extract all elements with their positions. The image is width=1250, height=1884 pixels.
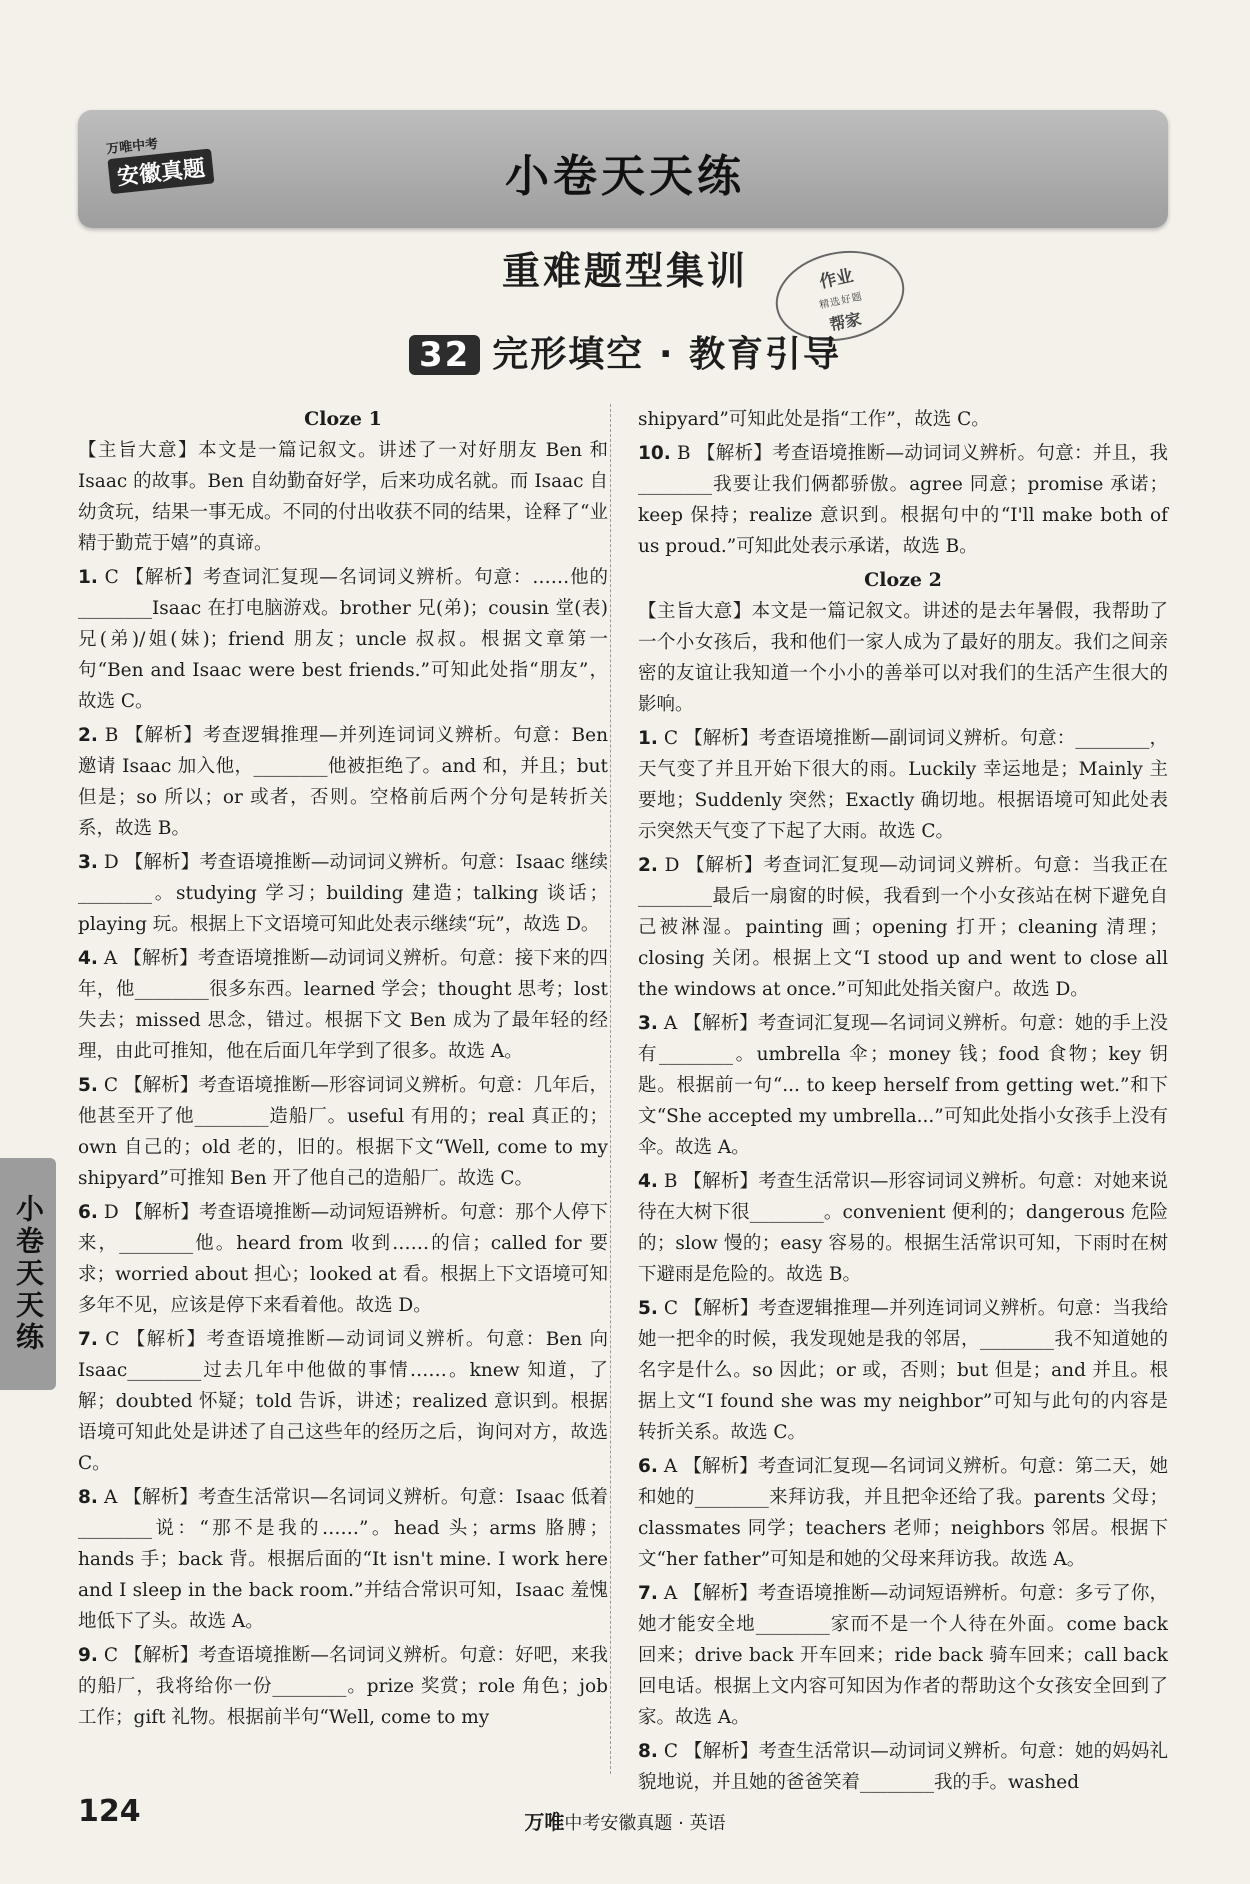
stamp-mid-text: 精选好题 — [818, 291, 864, 312]
item-text: C 【解析】考查语境推断—形容词词义辨析。句意：几年后，他甚至开了他________造船厂。useful 有用的；real 真正的；own 自己的；old 老的，旧的。根据下文“Well, come to my shipyard”可推知 Ben 开了他自己的造船厂。故选 C。 — [78, 1075, 608, 1189]
item-text: C 【解析】考查生活常识—动词词义辨析。句意：她的妈妈礼貌地说，并且她的爸爸笑着________我的手。washed — [638, 1741, 1168, 1793]
page-number: 124 — [78, 1794, 141, 1829]
item-number: 4. — [78, 948, 98, 969]
banner-title: 小卷天天练 — [505, 151, 745, 202]
answer-item — [638, 723, 1168, 847]
section-heading — [0, 326, 1250, 377]
item-number: 3. — [638, 1013, 658, 1034]
item-number: 6. — [78, 1202, 98, 1223]
cloze-1-summary: 【主旨大意】本文是一篇记叙文。讲述了一对好朋友 Ben 和 Isaac 的故事。Ben 自幼勤奋好学，后来功成名就。而 Isaac 自幼贪玩，结果一事无成。不同的付出收获不同的结果，诠释了“业精于勤荒于嬉”的真谛。 — [78, 440, 608, 554]
item-text: D 【解析】考查语境推断—动词词义辨析。句意：Isaac 继续________。studying 学习；building 建造；talking 谈话；playing 玩。根据上下文语境可知此处表示继续“玩”，故选 D。 — [78, 852, 608, 935]
item-text: C 【解析】考查语境推断—名词词义辨析。句意：好吧，来我的船厂，我将给你一份________。prize 奖赏；role 角色；job 工作；gift 礼物。根据前半句“Well, come to my — [78, 1645, 608, 1728]
item-text: A 【解析】考查词汇复现—名词词义辨析。句意：她的手上没有________。umbrella 伞；money 钱；food 食物；key 钥匙。根据前一句“... to keep herself from getting wet.”和下文“She accepted my umbrella...”可知此处指小女孩手上没有伞。故选 A。 — [638, 1013, 1168, 1158]
footer-brand: 万唯 — [524, 1810, 565, 1834]
item-text: C 【解析】考查语境推断—副词词义辨析。句意：________，天气变了并且开始下很大的雨。Luckily 幸运地是；Mainly 主要地；Suddenly 突然；Exactly 确切地。根据语境可知此处表示突然天气变了下起了大雨。故选 C。 — [638, 728, 1168, 842]
item-text: D 【解析】考查词汇复现—动词词义辨析。句意：当我正在________最后一扇窗的时候，我看到一个小女孩站在树下避免自己被淋湿。painting 画；opening 打开；cleaning 清理；closing 关闭。根据上文“I stood up and went to close all the windows at once.”可知此处指关窗户。故选 D。 — [638, 855, 1168, 1000]
section-number: 32 — [409, 335, 480, 375]
answer-item — [638, 438, 1168, 562]
answer-item — [78, 1197, 608, 1321]
cloze-2-title: Cloze 2 — [864, 569, 942, 591]
item-number: 1. — [638, 728, 658, 749]
item-number: 10. — [638, 443, 671, 464]
answer-item — [638, 1578, 1168, 1733]
item-number: 2. — [638, 855, 658, 876]
item-number: 6. — [638, 1456, 658, 1477]
logo-small-text: 万唯中考 — [105, 136, 159, 158]
stamp-top-text: 作业 — [817, 266, 856, 293]
answer-item — [78, 943, 608, 1067]
answer-item — [78, 847, 608, 940]
answer-item — [78, 1070, 608, 1194]
column-divider — [610, 404, 611, 1774]
item-number: 3. — [78, 852, 98, 873]
item-text: C 【解析】考查语境推断—动词词义辨析。句意：Ben 向 Isaac________过去几年中他做的事情……。knew 知道，了解；doubted 怀疑；told 告诉，讲述；realized 意识到。根据语境可知此处是讲述了自己这些年的经历之后，询问对方，故选 C。 — [78, 1329, 608, 1474]
left-column — [78, 404, 608, 1736]
item-number: 4. — [638, 1171, 658, 1192]
item-number: 7. — [78, 1329, 98, 1350]
item-text: B 【解析】考查语境推断—动词词义辨析。句意：并且，我________我要让我们俩都骄傲。agree 同意；promise 承诺；keep 保持；realize 意识到。根据句中的“I'll make both of us proud.”可知此处表示承诺，故选 B。 — [638, 443, 1168, 557]
item-text: D 【解析】考查语境推断—动词短语辨析。句意：那个人停下来，________他。heard from 收到……的信；called for 要求；worried about 担心；looked at 看。根据上下文语境可知多年不见，应该是停下来看着他。故选 D。 — [78, 1202, 608, 1316]
answer-item — [78, 720, 608, 844]
item-number: 7. — [638, 1583, 658, 1604]
answer-item — [78, 1324, 608, 1479]
answer-item — [638, 1166, 1168, 1290]
item-number: 9. — [78, 1645, 98, 1666]
page-subtitle: 重难题型集训 — [501, 249, 748, 293]
item-number: 2. — [78, 725, 98, 746]
item-text: A 【解析】考查语境推断—动词短语辨析。句意：多亏了你，她才能安全地________家而不是一个人待在外面。come back 回来；drive back 开车回来；ride back 骑车回来；call back 回电话。根据上文内容可知因为作者的帮助这个女孩安全回到了家。故选 A。 — [638, 1583, 1168, 1728]
logo-big-text: 安徽真题 — [107, 148, 214, 194]
cloze-1-title: Cloze 1 — [304, 408, 382, 430]
cloze-2-summary: 【主旨大意】本文是一篇记叙文。讲述的是去年暑假，我帮助了一个小女孩后，我和他们一家人成为了最好的朋友。我们之间亲密的友谊让我知道一个小小的善举可以对我们的生活产生很大的影响。 — [638, 601, 1168, 715]
item-number: 1. — [78, 567, 98, 588]
stamp-bottom-text: 帮家 — [827, 309, 864, 335]
item-text: A 【解析】考查语境推断—动词词义辨析。句意：接下来的四年，他________很多东西。learned 学会；thought 思考；lost 失去；missed 思念，错过。根据下文 Ben 成为了最年轻的经理，由此可推知，他在后面几年学到了很多。故选 A。 — [78, 948, 608, 1062]
item-number: 5. — [78, 1075, 98, 1096]
item-text: B 【解析】考查生活常识—形容词词义辨析。句意：对她来说待在大树下很________。convenient 便利的；dangerous 危险的；slow 慢的；easy 容易的。根据生活常识可知，下雨时在树下避雨是危险的。故选 B。 — [638, 1171, 1168, 1285]
side-section-tab: 小卷天天练 — [0, 1158, 56, 1390]
item-text: B 【解析】考查逻辑推理—并列连词词义辨析。句意：Ben 邀请 Isaac 加入他，________他被拒绝了。and 和，并且；but 但是；so 所以；or 或者，否则。空格前后两个分句是转折关系，故选 B。 — [78, 725, 608, 839]
answer-item — [638, 850, 1168, 1005]
item-text: A 【解析】考查生活常识—名词词义辨析。句意：Isaac 低着________说：“那不是我的……”。head 头；arms 胳膊；hands 手；back 背。根据后面的“It isn't mine. I work here and I sleep in the back room.”并结合常识可知，Isaac 羞愧地低下了头。故选 A。 — [78, 1487, 608, 1632]
continued-text: shipyard”可知此处是指“工作”，故选 C。 — [638, 409, 990, 430]
page-footer — [0, 1806, 1250, 1835]
item-number: 5. — [638, 1298, 658, 1319]
item-number: 8. — [78, 1487, 98, 1508]
answer-item — [638, 1736, 1168, 1798]
item-text: C 【解析】考查逻辑推理—并列连词词义辨析。句意：当我给她一把伞的时候，我发现她是我的邻居，________我不知道她的名字是什么。so 因此；or 或，否则；but 但是；and 并且。根据上文“I found she was my neighbor”可知与此句的内容是转折关系。故选 C。 — [638, 1298, 1168, 1443]
right-column — [638, 404, 1168, 1801]
answer-item — [638, 1293, 1168, 1448]
answer-item — [638, 1008, 1168, 1163]
answer-item — [78, 562, 608, 717]
footer-text: 中考安徽真题 · 英语 — [564, 1813, 726, 1834]
item-number: 8. — [638, 1741, 658, 1762]
answer-item — [638, 1451, 1168, 1575]
section-title: 完形填空 · 教育引导 — [492, 334, 842, 375]
item-text: A 【解析】考查词汇复现—名词词义辨析。句意：第二天，她和她的________来拜访我，并且把伞还给了我。parents 父母；classmates 同学；teachers 老师；neighbors 邻居。根据下文“her father”可知是和她的父母来拜访我。故选 A。 — [638, 1456, 1168, 1570]
answer-item — [78, 1482, 608, 1637]
item-text: C 【解析】考查词汇复现—名词词义辨析。句意：……他的________Isaac 在打电脑游戏。brother 兄(弟)；cousin 堂(表)兄(弟)/姐(妹)；friend 朋友；uncle 叔叔。根据文章第一句“Ben and Isaac were best friends.”可知此处指“朋友”，故选 C。 — [78, 567, 608, 712]
answer-item — [78, 1640, 608, 1733]
